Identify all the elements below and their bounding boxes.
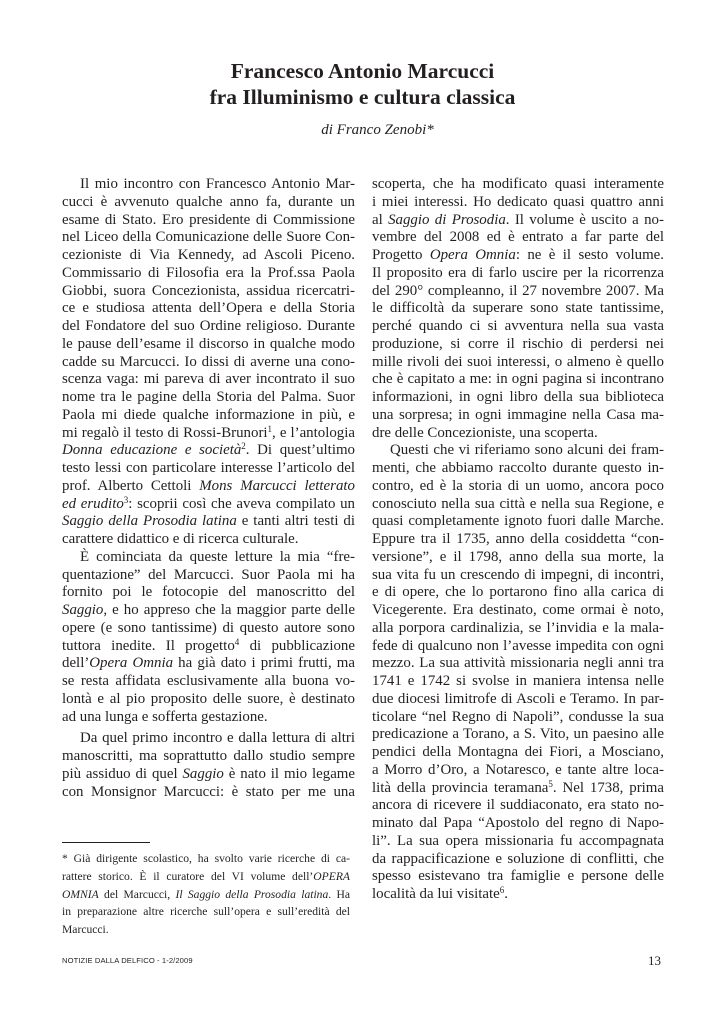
text-line	[62, 655, 355, 673]
text-run: dell’	[62, 655, 90, 672]
text-line	[372, 229, 664, 247]
text-line	[372, 442, 664, 460]
right-text-column	[372, 176, 664, 904]
footnote-ref: 2	[241, 441, 246, 452]
text-line	[372, 886, 664, 904]
text-line	[372, 851, 664, 869]
text-run: e tanti altri testi di	[236, 513, 355, 530]
text-line	[372, 762, 664, 780]
footnote-divider	[62, 842, 150, 843]
italic-text: Saggio	[62, 602, 104, 618]
text-run: testo lessi con particolare interesse l’articolo del	[62, 460, 355, 476]
text-run: nel Liceo della Comunicazione delle Suore Con-	[62, 229, 355, 246]
author-footnote	[62, 850, 350, 939]
footnote-ref: 4	[234, 636, 240, 647]
footnote-ref: 3	[123, 494, 129, 505]
text-run: Giobbi, suora Concezionista, assidua ricercatri-	[62, 282, 355, 299]
text-run: del 290° compleanno, il 27 novembre 2007. Ma	[372, 282, 664, 299]
text-run: da rappacificazione e soluzione di conflitti, che	[372, 850, 664, 867]
text-run: scoperta, che ha modificato quasi interamente	[372, 176, 664, 192]
text-run: perché quando ci si avventura nella sua vasta	[372, 318, 664, 334]
text-run: predicazione a Torano, a S. Vito, un paesino alle	[372, 726, 664, 743]
text-run: Vicegerente. Era destinato, come ormai è noto,	[372, 602, 664, 618]
text-run: con Monsignor Marcucci: è stato per me una	[62, 783, 355, 800]
text-run: conosciuto nella sua città e nella sua Regione, e	[372, 495, 664, 512]
text-line	[372, 336, 664, 354]
text-line	[62, 513, 355, 531]
italic-text: ed erudito	[62, 495, 124, 512]
text-run: due diocesi limitrofe di Ascoli e Teramo. In par-	[372, 690, 664, 707]
text-line	[372, 673, 664, 691]
text-run: , e l’antologia	[272, 424, 355, 441]
text-run: Il proposito era di farlo uscire per la ricorrenza	[372, 264, 664, 281]
text-line	[62, 673, 355, 691]
footnote-ref: 6	[499, 885, 505, 895]
text-run: È cominciata da queste letture la mia “fre-	[80, 548, 355, 565]
text-line	[62, 602, 355, 620]
text-line	[62, 371, 355, 389]
text-run: scenza vaga: mi pareva di aver incontrato il suo	[62, 371, 355, 388]
text-run: sua vita fu un crescendo di impegni, di incontri,	[372, 566, 664, 583]
text-line	[62, 868, 350, 886]
text-run: cucci è avvenuto qualche anno fa, durante un	[62, 193, 355, 210]
text-line	[62, 730, 355, 748]
text-run: dre delle Concezioniste, una scoperta.	[372, 424, 598, 441]
text-run: informazioni, in ogni libro della sua biblioteca	[372, 389, 664, 405]
text-run: nome tra le pagine della Storia del Palma. Suor	[62, 389, 355, 405]
text-run: cezioniste di Via Kennedy, ad Ascoli Piceno.	[62, 247, 355, 263]
text-line	[62, 176, 355, 194]
text-run: quentazione” del Marcucci. Suor Paola mi ha	[62, 566, 355, 583]
text-run: minato dal Papa “Apostolo del regno di Napo-	[372, 815, 664, 831]
italic-text: Mons Marcucci letterato	[199, 477, 355, 494]
text-run: Da quel primo incontro e dalla lettura di altri	[80, 730, 355, 747]
text-run: mille rivoli dei suoi interessi, o almeno è quello	[372, 353, 664, 370]
text-run: a Morro d’Oro, a Notaresco, e tante altre loca-	[372, 761, 664, 778]
text-line	[372, 868, 664, 886]
text-line	[372, 425, 664, 443]
text-run: una sorpresa; in ogni immagine nella Casa ma-	[372, 406, 664, 423]
text-line	[372, 655, 664, 673]
text-run: ticolare “nel Regno di Napoli”, condusse la sua	[372, 708, 664, 725]
text-run: ha già dato i primi frutti, ma	[173, 655, 355, 672]
italic-text: OPERA	[313, 869, 350, 883]
text-line	[372, 726, 664, 744]
text-run: e di opere, che lo portarono fino alla carica di	[372, 584, 664, 601]
text-line	[372, 300, 664, 318]
page-number: 13	[648, 953, 661, 968]
italic-text: Saggio	[182, 765, 224, 782]
text-line	[372, 638, 664, 656]
text-line	[372, 780, 664, 798]
text-run: ad una lunga e sofferta gestazione.	[62, 708, 268, 725]
text-line	[372, 265, 664, 283]
text-run: Paola mi diede qualche informazione in più, e	[62, 406, 355, 423]
text-run: fede di qualcuno non l’avesse impedita con ogni	[372, 637, 664, 654]
text-line	[372, 496, 664, 514]
text-run: vembre del 2008 ed è entrato a far parte del	[372, 229, 664, 246]
text-run: .	[504, 886, 509, 902]
text-run: Progetto	[372, 247, 430, 263]
text-run: fornito poi le fotocopie del manoscritto del	[62, 584, 355, 601]
italic-text: Donna educazione e società	[62, 442, 242, 459]
text-run: : scoprii così che aveva compilato un	[128, 495, 355, 512]
text-line	[372, 833, 664, 851]
text-line	[62, 567, 355, 585]
text-run: è nato il mio legame	[223, 765, 355, 782]
text-line	[372, 371, 664, 389]
text-line	[62, 442, 355, 460]
text-line	[372, 691, 664, 709]
text-line	[372, 460, 664, 478]
text-line	[372, 247, 664, 265]
text-line	[372, 549, 664, 567]
text-line	[62, 318, 355, 336]
journal-footer: NOTIZIE DALLA DELFICO - 1-2/2009	[62, 956, 193, 965]
text-line	[62, 531, 355, 549]
text-run: lità della provincia teramana	[372, 779, 549, 796]
text-line	[62, 638, 355, 656]
text-line	[372, 567, 664, 585]
text-run: produzione, si corre il rischio di perdersi nei	[372, 335, 664, 352]
left-text-column	[62, 176, 355, 801]
footnote-ref: 5	[548, 778, 553, 789]
text-run: le pause dell’esame il discorso in qualche modo	[62, 335, 355, 352]
text-line	[62, 265, 355, 283]
text-run: li”. La sua opera missionaria fu accompagnata	[372, 832, 664, 849]
text-line	[62, 748, 355, 766]
text-run: che è capitato a me: in ogni pagina si incontrano	[372, 371, 664, 388]
text-run: tuttora inedite. Il progetto	[62, 637, 235, 654]
text-line	[62, 389, 355, 407]
text-run: . Il volume è uscito a no-	[505, 211, 664, 228]
text-line	[62, 283, 355, 301]
italic-text: Saggio di Prosodia	[388, 211, 506, 228]
text-run: esame di Stato. Ero presidente di Commissione	[62, 211, 355, 228]
text-run: versione”, e il 1798, anno della sua morte, la	[372, 548, 664, 565]
text-run: : ne è il sesto volume.	[515, 247, 664, 263]
text-line	[62, 709, 355, 727]
text-run: ce e studiosa attenta dell’Opera e della Storia	[62, 300, 355, 317]
text-run: pendici della Montagna dei Fiori, a Mosciano,	[372, 744, 664, 760]
text-run: località da lui visitate	[372, 886, 500, 902]
text-run: ancora di ricevere il suddiaconato, era stato no-	[372, 797, 664, 814]
text-run: le difficoltà da superare sono state tantissime,	[372, 300, 664, 317]
text-run: carattere didattico e di ricerca culturale.	[62, 531, 299, 547]
text-line	[62, 496, 355, 514]
italic-text: Saggio della Prosodia latina	[62, 513, 237, 530]
text-run: più assiduo di quel	[62, 765, 183, 782]
text-line	[62, 229, 355, 247]
text-line	[372, 478, 664, 496]
text-run: Il mio incontro con Francesco Antonio Mar-	[80, 176, 355, 192]
text-line	[372, 389, 664, 407]
text-line	[62, 425, 355, 443]
text-run: . Nel 1738, prima	[552, 779, 664, 796]
text-line	[372, 709, 664, 727]
text-run: . Di quest’ultimo	[245, 442, 355, 459]
author-byline: di Franco Zenobi*	[321, 122, 434, 138]
text-line	[372, 354, 664, 372]
text-run: in preparazione altre ricerche sull’opera e sull’eredità del	[62, 905, 350, 919]
text-line	[62, 194, 355, 212]
text-run: quasi completamente ignoto fuori dalle Marche.	[372, 513, 664, 530]
text-run: mezzo. La sua attività missionaria negli anni tra	[372, 655, 664, 672]
text-run: cadde su Marcucci. Io dissi di averne una cono-	[62, 353, 355, 370]
text-line	[372, 744, 664, 762]
text-line	[372, 194, 664, 212]
text-line	[62, 886, 350, 904]
text-run: spesso esistevano tra famiglie e persone delle	[372, 868, 664, 885]
text-run: * Già dirigente scolastico, ha svolto varie ricerche di ca-	[62, 852, 350, 865]
text-line	[62, 407, 355, 425]
italic-text: Opera Omnia	[429, 247, 516, 263]
text-line	[372, 212, 664, 230]
text-line	[62, 354, 355, 372]
text-line	[62, 212, 355, 230]
text-line	[62, 903, 350, 921]
text-run: di pubblicazione	[239, 637, 355, 654]
text-line	[372, 815, 664, 833]
text-line	[62, 300, 355, 318]
text-run: mi regalò il testo di Rossi-Brunori	[62, 424, 268, 441]
text-line	[62, 460, 355, 478]
text-run: 1741 e 1742 si svolse in maniera intensa nelle	[372, 673, 664, 689]
text-line	[62, 247, 355, 265]
italic-text: Opera Omnia	[89, 655, 174, 672]
text-run: opere (e sono tantissime) di questo autore sono	[62, 619, 355, 636]
text-line	[62, 784, 355, 802]
text-line	[62, 766, 355, 784]
text-run: lontà e al pio proposito delle suore, è destinato	[62, 690, 355, 707]
text-run: i miei interessi. Ho dedicato quasi quattro anni	[372, 193, 664, 210]
text-run: del Marcucci,	[98, 887, 176, 901]
text-run: del Fondatore del suo Ordine religioso. Durante	[62, 318, 355, 334]
text-line	[62, 620, 355, 638]
text-run: . Ha	[328, 887, 350, 901]
text-line	[372, 584, 664, 602]
text-run: , e ho appreso che la maggior parte delle	[103, 602, 355, 618]
text-line	[372, 620, 664, 638]
text-line	[62, 584, 355, 602]
text-line	[372, 407, 664, 425]
text-line	[62, 850, 350, 868]
text-line	[62, 336, 355, 354]
title-line-2: fra Illuminismo e cultura classica	[209, 85, 516, 109]
text-run: menti, che abbiamo raccolto durante questo in-	[372, 460, 664, 476]
text-run: contro, ed è la storia di un uomo, ancora poco	[372, 477, 664, 494]
italic-text: Il Saggio della Prosodia latina	[175, 887, 329, 901]
text-run: prof. Alberto Cettoli	[62, 477, 200, 494]
text-run: Eppure tra il 1735, anno della cosiddetta “con-	[372, 531, 664, 547]
text-line	[372, 602, 664, 620]
italic-text: OMNIA	[62, 887, 99, 901]
text-run: rattere storico. È il curatore del VI volume dell’	[62, 869, 314, 883]
text-run: manoscritti, ma soprattutto dallo studio sempre	[62, 748, 355, 764]
text-run: Marcucci.	[62, 923, 109, 936]
text-line	[372, 531, 664, 549]
text-line	[62, 921, 350, 939]
text-line	[372, 283, 664, 301]
text-line	[62, 549, 355, 567]
text-line	[372, 513, 664, 531]
text-run: se resta affidata esclusivamente alla buona vo-	[62, 673, 355, 689]
text-line	[372, 797, 664, 815]
text-run: alla porpora cardinalizia, se l’invidia e la mala-	[372, 619, 664, 636]
title-line-1: Francesco Antonio Marcucci	[230, 59, 495, 83]
text-line	[372, 318, 664, 336]
text-run: al	[372, 211, 389, 228]
text-run: Commissario di Filosofia era la Prof.ssa Paola	[62, 264, 355, 281]
text-line	[62, 478, 355, 496]
text-run: Questi che vi riferiamo sono alcuni dei fram-	[390, 442, 664, 459]
footnote-ref: 1	[267, 423, 273, 434]
text-line	[62, 691, 355, 709]
article-title	[0, 58, 725, 110]
text-line	[372, 176, 664, 194]
